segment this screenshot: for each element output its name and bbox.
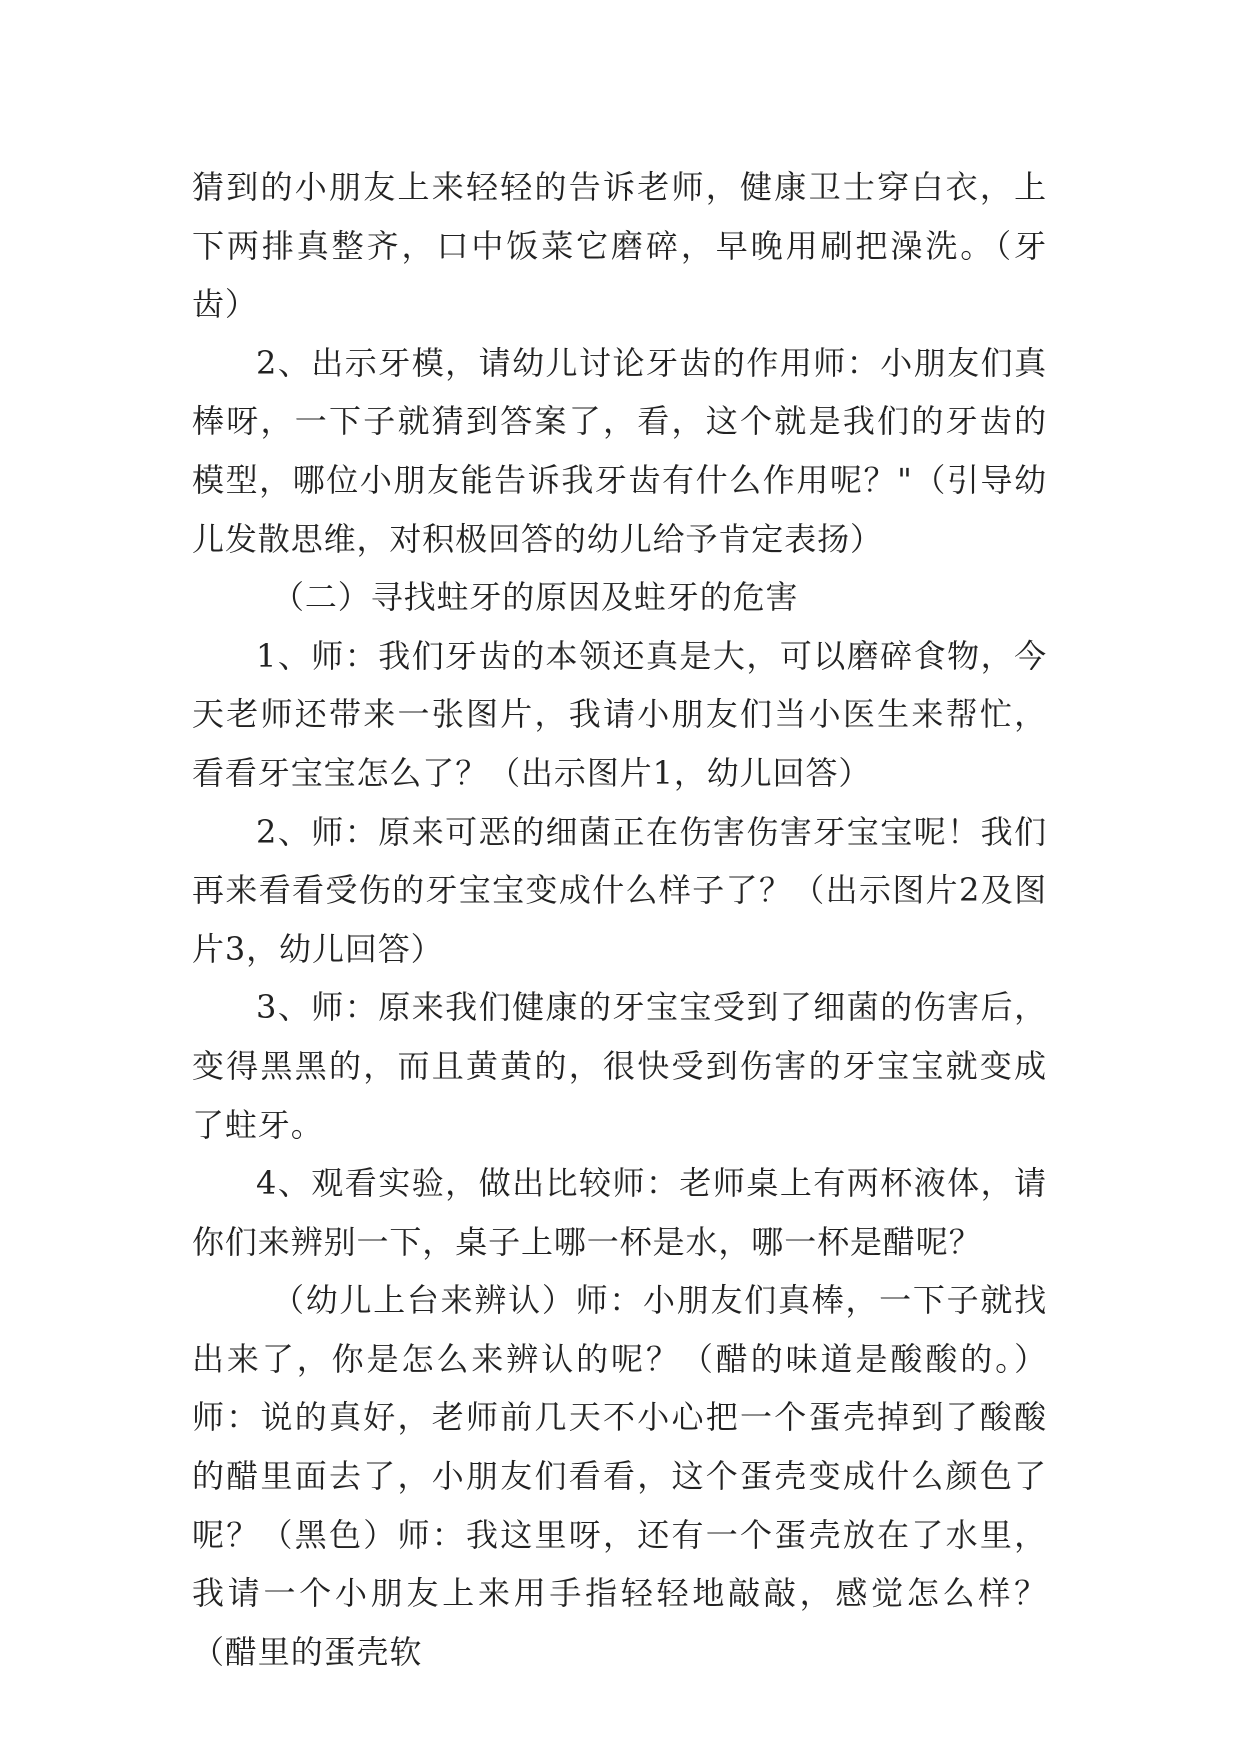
paragraph-step-2-bacteria: 2、师：原来可恶的细菌正在伤害伤害牙宝宝呢！我们再来看看受伤的牙宝宝变成什么样子了？（出示图片2及图片3，幼儿回答）: [192, 812, 1047, 968]
paragraph-step-3-cavity: 3、师：原来我们健康的牙宝宝受到了细菌的伤害后，变得黑黑的，而且黄黄的，很快受到伤害的牙宝宝就变成了蛀牙。: [192, 988, 1047, 1144]
paragraph-step-2-teeth-model: 2、出示牙模，请幼儿讨论牙齿的作用师：小朋友们真棒呀，一下子就猜到答案了，看，这个就是我们的牙齿的模型，哪位小朋友能告诉我牙齿有什么作用呢？"（引导幼儿发散思维，对积极回答的幼儿给予肯定表扬）: [192, 343, 1047, 558]
paragraph-step-4-experiment: 4、观看实验，做出比较师：老师桌上有两杯液体，请你们来辨别一下，桌子上哪一杯是水，哪一杯是醋呢？: [192, 1164, 1047, 1261]
paragraph-identify-vinegar: （幼儿上台来辨认）师：小朋友们真棒，一下子就找出来了，你是怎么来辨认的呢？（醋的味道是酸酸的。）师：说的真好，老师前几天不小心把一个蛋壳掉到了酸酸的醋里面去了，小朋友们看看，这个蛋壳变成什么颜色了呢？（黑色）师：我这里呀，还有一个蛋壳放在了水里，我请一个小朋友上来用手指轻轻地敲敲，感觉怎么样？（醋里的蛋壳软: [192, 1281, 1047, 1671]
body-text: [192, 158, 1047, 1681]
section-heading-2: （二）寻找蛀牙的原因及蛀牙的危害: [272, 578, 799, 617]
paragraph-riddle: 猜到的小朋友上来轻轻的告诉老师，健康卫士穿白衣，上下两排真整齐，口中饭菜它磨碎，早晚用刷把澡洗。（牙齿）: [192, 168, 1047, 324]
paragraph-step-1-picture: 1、师：我们牙齿的本领还真是大，可以磨碎食物，今天老师还带来一张图片，我请小朋友们当小医生来帮忙，看看牙宝宝怎么了？（出示图片1，幼儿回答）: [192, 636, 1047, 792]
